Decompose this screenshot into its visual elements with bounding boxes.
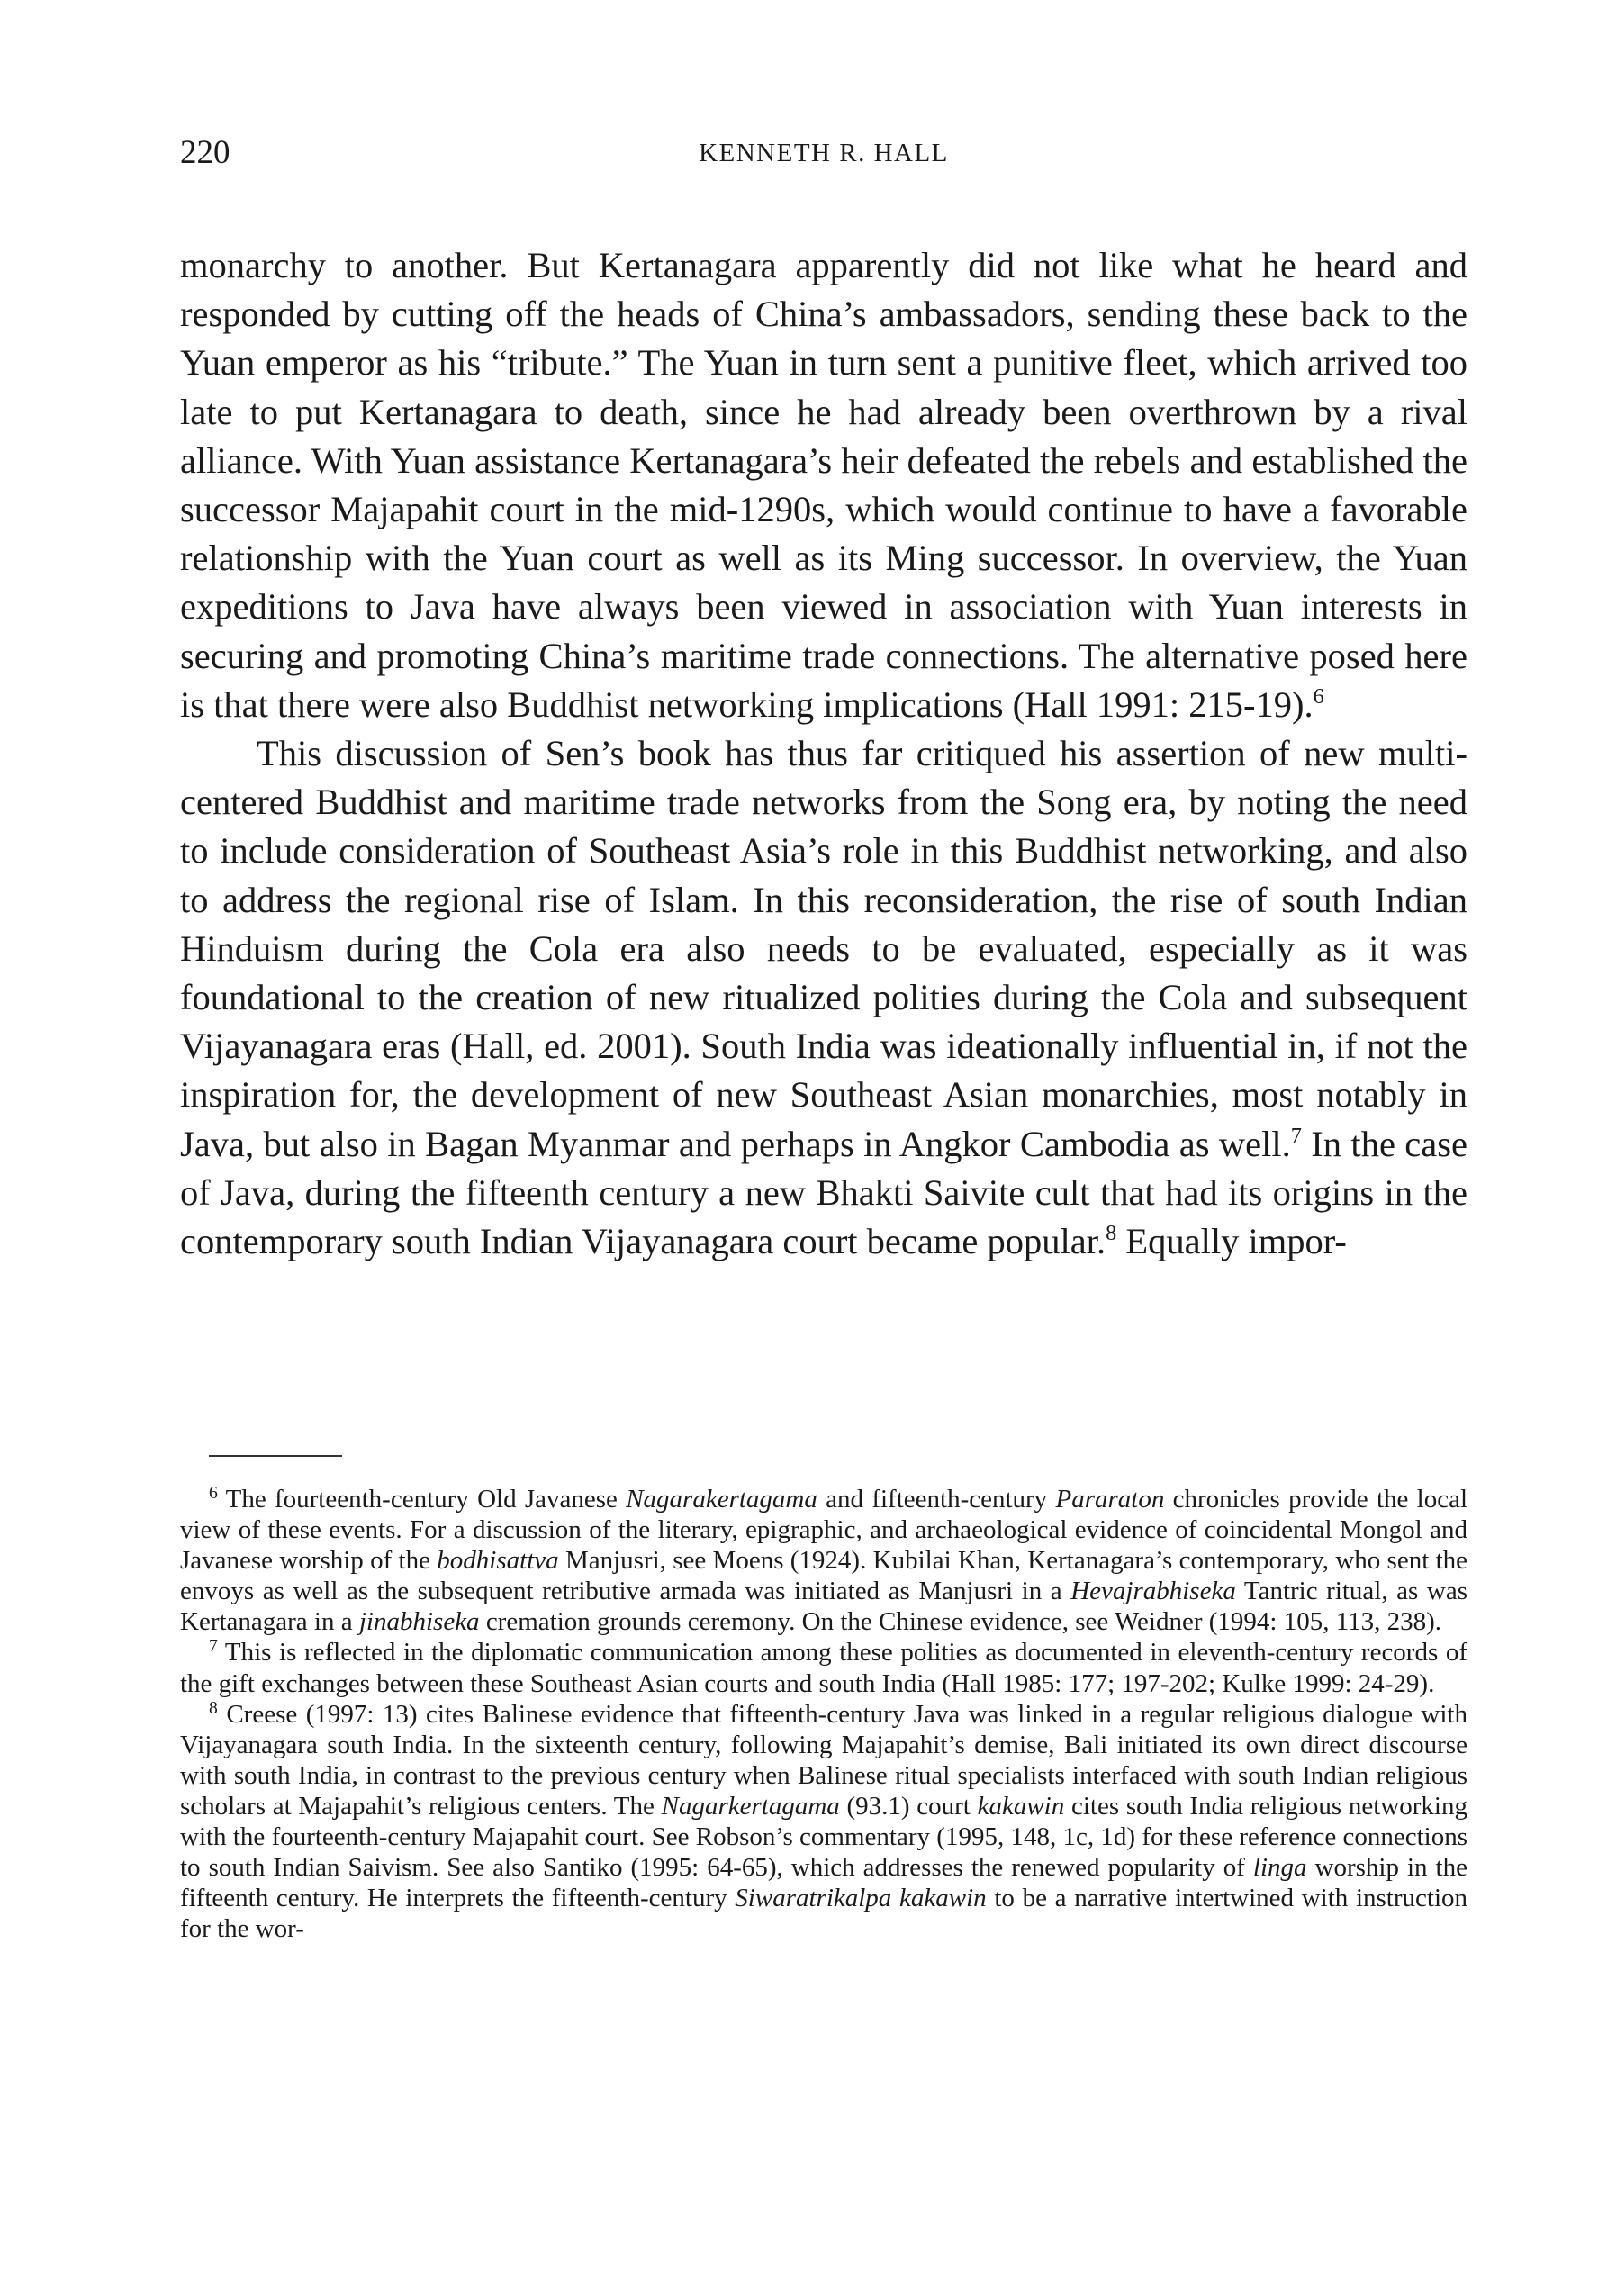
running-head: KENNETH R. HALL — [699, 139, 949, 167]
footnote-8-number: 8 — [209, 1697, 218, 1718]
footnote-ref-7: 7 — [1290, 1123, 1302, 1148]
footnote-7 — [180, 1637, 1467, 1698]
footnote-6-italic: Pararaton — [1055, 1485, 1165, 1514]
footnote-6-text: Tantric ritual, as was Kertanagara in a — [180, 1577, 1468, 1637]
footnote-6-italic: Hevajrabhiseka — [1070, 1577, 1236, 1606]
paragraph-2-text-a: This discussion of Sen’s book has thus far critiqued his assertion of new multi-centered Buddhist and maritime trade networks from the Song era, by noting the need to include consideration of Southeast Asia’s role in this Buddhist networking, and also to address the regional rise of Islam. In this reconsideration, the rise of south Indian Hinduism during the Cola era also needs to be evaluated, especially as it was foundational to the creation of new ritualized polities during the Cola and subsequent Vijayanagara eras (Hall, ed. 2001). South India was ideationally influential in, if not the inspiration for, the development of new Southeast Asian monarchies, most notably in Java, but also in Bagan Myanmar and perhaps in Angkor Cambodia as well. — [180, 733, 1467, 1164]
footnote-8-italic: kakawin — [977, 1791, 1065, 1821]
footnote-7-text: This is reflected in the diplomatic communication among these polities as documented in eleventh-century records of the gift exchanges between these Southeast Asian courts and south India (Hall 1985: 177; 197-202; Kulke 1999: 24-29). — [180, 1638, 1467, 1698]
footnote-8-text: to be a narrative intertwined with instruction for the wor- — [180, 1884, 1467, 1944]
footnote-8-text: Creese (1997: 13) cites Balinese evidence that fifteenth-century Java was linked in a regular religious dialogue with Vijayanagara south India. In the sixteenth century, following Majapahit’s demise, Bali initiated its own direct discourse with south India, in contrast to the previous century when Balinese ritual specialists interfaced with south Indian religious scholars at Majapahit’s religious centers. The — [180, 1699, 1467, 1821]
footnote-6-number: 6 — [209, 1483, 218, 1504]
footnote-6-text: and fifteenth-century — [817, 1485, 1056, 1514]
footnote-8-italic: linga — [1252, 1853, 1307, 1883]
footnote-8-italic: Nagarkertagama — [661, 1791, 840, 1821]
footnote-8-italic: Siwaratrikalpa kakawin — [735, 1884, 987, 1913]
footnote-8-text: (93.1) court — [839, 1791, 978, 1821]
paragraph-1-text: monarchy to another. But Kertanagara apparently did not like what he heard and responded by cutting off the heads of China’s ambassadors, sending these back to the Yuan emperor as his “tribute.” The Yuan in turn sent a punitive fleet, which arrived too late to put Kertanagara to death, since he had already been overthrown by a rival alliance. With Yuan assistance Kertanagara’s heir defeated the rebels and established the successor Majapahit court in the mid-1290s, which would continue to have a favorable relationship with the Yuan court as well as its Ming successor. In overview, the Yuan expeditions to Java have always been viewed in association with Yuan interests in securing and promoting China’s maritime trade connections. The alternative posed here is that there were also Buddhist networking implications (Hall 1991: 215-19). — [180, 245, 1467, 725]
footnote-8-text: cites south India religious networking with the fourteenth-century Majapahit court. See Robson’s commentary (1995, 148, 1c, 1d) for these reference connections to south Indian Saivism. See also Santiko (1995: 64-65), which addresses the renewed popularity of — [180, 1791, 1467, 1883]
footnote-6-italic: bodhisattva — [437, 1546, 559, 1576]
footnote-6-text: cremation grounds ceremony. On the Chinese evidence, see Weidner (1994: 105, 113, 238). — [479, 1607, 1442, 1637]
footnote-6-italic: Nagarakertagama — [626, 1485, 817, 1514]
page-header — [180, 133, 1467, 178]
paragraph-2 — [180, 729, 1467, 1266]
paragraph-2-text-c: Equally impor- — [1116, 1221, 1347, 1262]
footnote-7-number: 7 — [209, 1636, 218, 1657]
footnotes — [180, 1484, 1467, 1944]
page-number: 220 — [180, 134, 230, 171]
paragraph-1 — [180, 241, 1467, 729]
footnote-8 — [180, 1699, 1467, 1945]
footnote-ref-6: 6 — [1313, 683, 1324, 709]
footnote-6 — [180, 1484, 1467, 1637]
footnote-6-text: chronicles provide the local view of these events. For a discussion of the literary, epigraphic, and archaeological evidence of coincidental Mongol and Javanese worship of the — [180, 1485, 1468, 1576]
main-text — [180, 241, 1467, 1266]
footnote-divider — [209, 1455, 342, 1457]
footnote-ref-8: 8 — [1106, 1221, 1117, 1245]
footnote-6-text: Manjusri, see Moens (1924). Kubilai Khan, Kertanagara’s contemporary, who sent the envoys as well as the subsequent retributive armada was initiated as Manjusri in a — [180, 1546, 1468, 1606]
footnote-6-text: The fourteenth-century Old Javanese — [217, 1485, 627, 1514]
footnote-8-text: worship in the fifteenth century. He interprets the fifteenth-century — [180, 1853, 1467, 1913]
footnote-6-italic: jinabhiseka — [358, 1607, 480, 1637]
paragraph-2-text-b: In the case of Java, during the fifteenth century a new Bhakti Saivite cult that had its origins in the contemporary south Indian Vijayanagara court became popular. — [180, 1123, 1468, 1262]
